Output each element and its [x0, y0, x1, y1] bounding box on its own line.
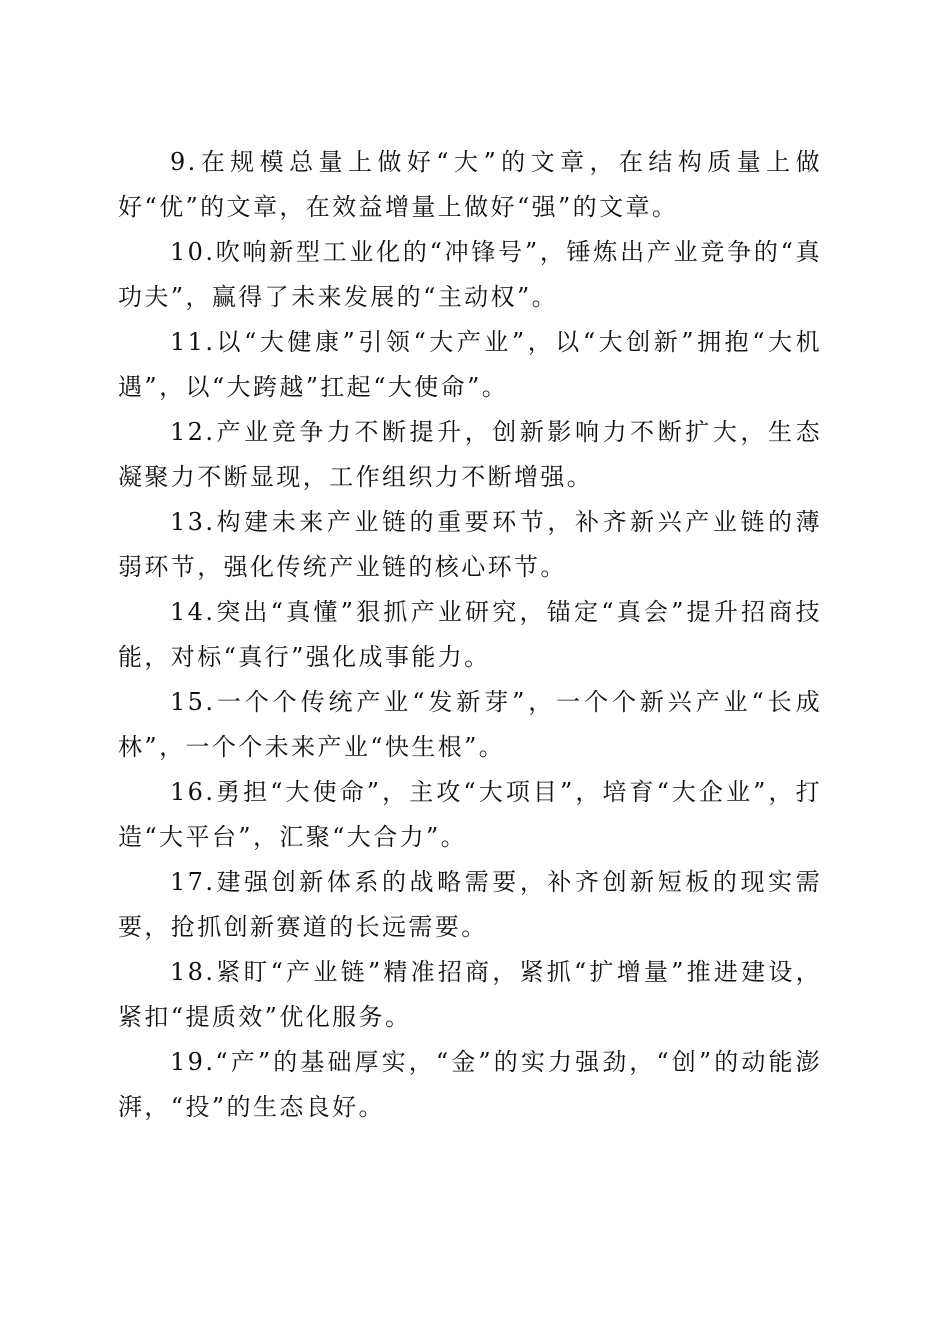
list-item-15: 15.一个个传统产业“发新芽”，一个个新兴产业“长成林”，一个个未来产业“快生根”。 [118, 688, 822, 761]
list-item-9: 9.在规模总量上做好“大”的文章，在结构质量上做好“优”的文章，在效益增量上做好“强”的文章。 [118, 148, 822, 221]
list-item-16: 16.勇担“大使命”，主攻“大项目”，培育“大企业”，打造“大平台”，汇聚“大合力”。 [118, 778, 822, 851]
list-item-19: 19.“产”的基础厚实，“金”的实力强劲，“创”的动能澎湃，“投”的生态良好。 [118, 1048, 822, 1121]
list-item-12: 12.产业竞争力不断提升，创新影响力不断扩大，生态凝聚力不断显现，工作组织力不断增强。 [118, 418, 822, 491]
list-item-11: 11.以“大健康”引领“大产业”，以“大创新”拥抱“大机遇”，以“大跨越”扛起“大使命”。 [118, 328, 822, 401]
list-item-14: 14.突出“真懂”狠抓产业研究，锚定“真会”提升招商技能，对标“真行”强化成事能力。 [118, 598, 822, 671]
list-item-18: 18.紧盯“产业链”精准招商，紧抓“扩增量”推进建设，紧扣“提质效”优化服务。 [118, 958, 822, 1031]
document-body [118, 140, 822, 1130]
list-item-17: 17.建强创新体系的战略需要，补齐创新短板的现实需要，抢抓创新赛道的长远需要。 [118, 868, 822, 941]
list-item-13: 13.构建未来产业链的重要环节，补齐新兴产业链的薄弱环节，强化传统产业链的核心环节。 [118, 508, 822, 581]
list-item-10: 10.吹响新型工业化的“冲锋号”，锤炼出产业竞争的“真功夫”，赢得了未来发展的“主动权”。 [118, 238, 822, 311]
